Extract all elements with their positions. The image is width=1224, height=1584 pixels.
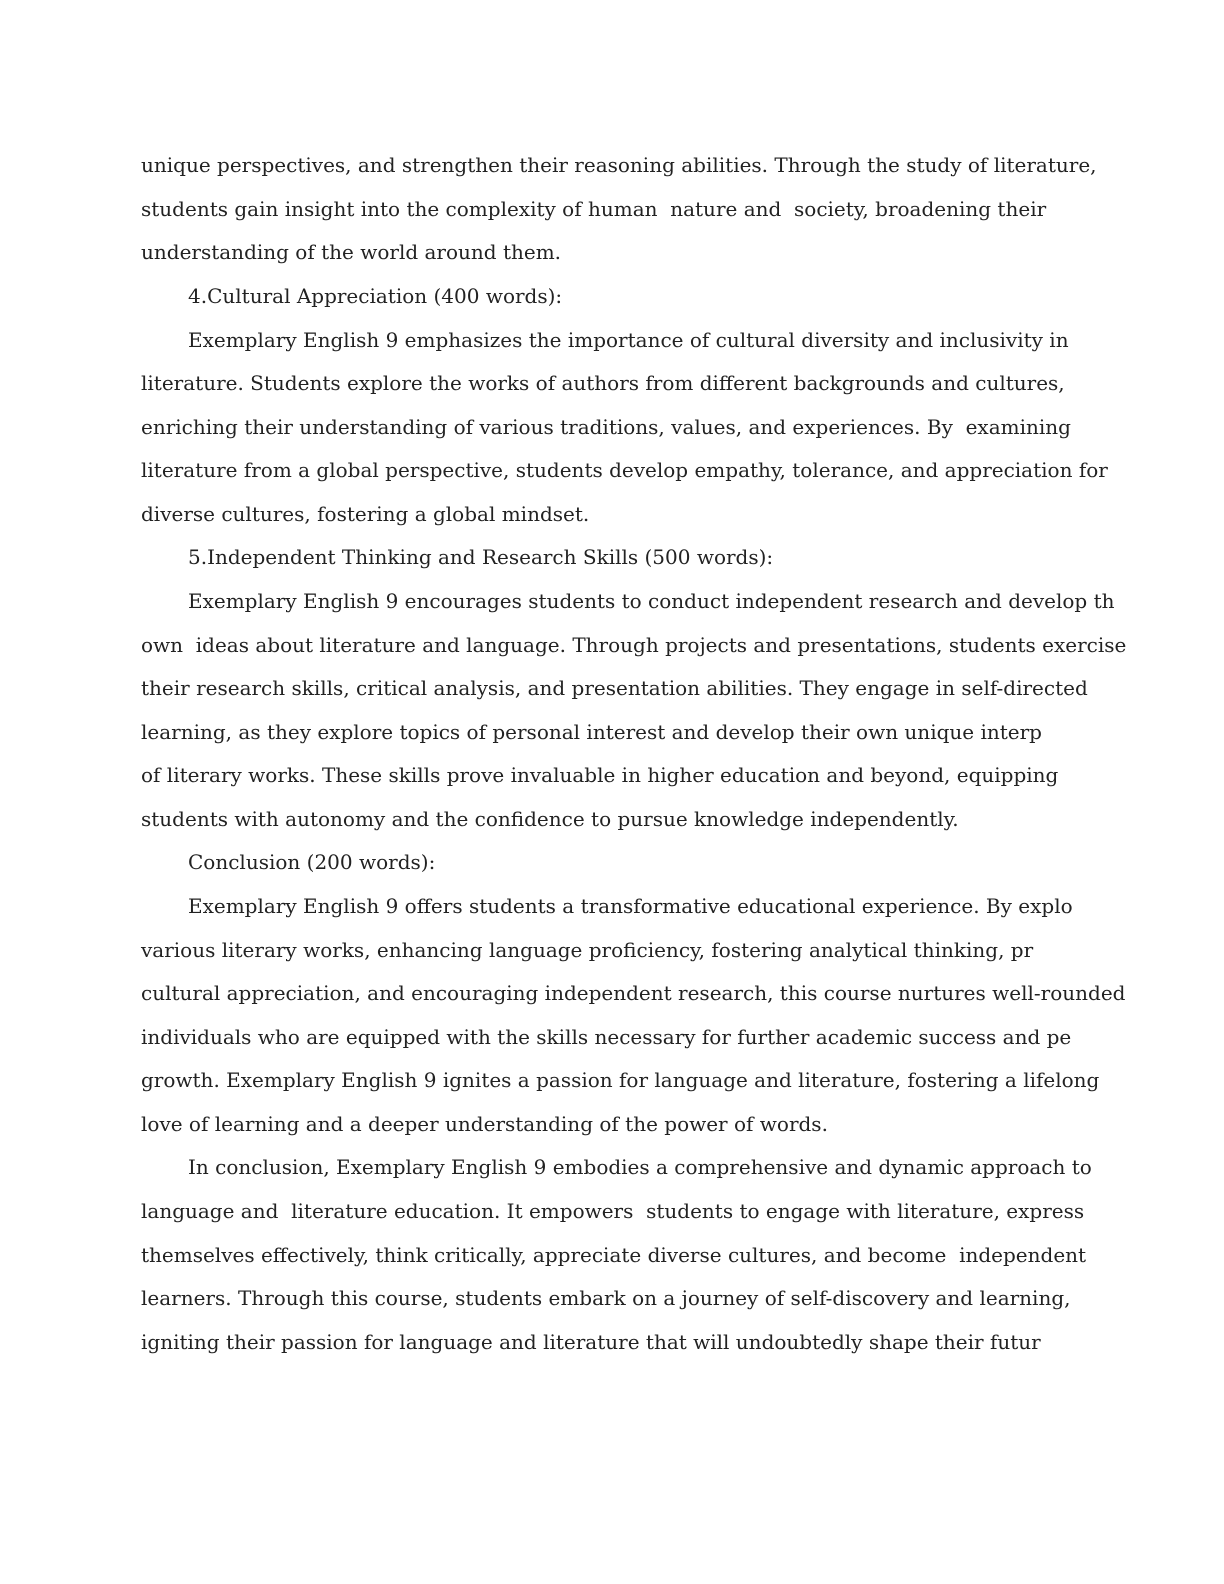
body-text-line: themselves effectively, think critically, appreciate diverse cultures, and become independent (141, 1243, 1087, 1267)
body-text-line: language and literature education. It empowers students to engage with literature, express (141, 1199, 1085, 1223)
body-text-line: cultural appreciation, and encouraging independent research, this course nurtures well-rounded (141, 981, 1126, 1005)
body-text-line: students with autonomy and the confidence to pursue knowledge independently. (141, 807, 959, 831)
body-text-line: various literary works, enhancing language proficiency, fostering analytical thinking, pr (141, 938, 1034, 962)
body-text-line: Exemplary English 9 offers students a transformative educational experience. By explo (188, 894, 1073, 918)
body-text-line: unique perspectives, and strengthen their reasoning abilities. Through the study of literature, (141, 153, 1097, 177)
body-text-line: diverse cultures, fostering a global mindset. (141, 502, 590, 526)
body-text-line: Exemplary English 9 emphasizes the importance of cultural diversity and inclusivity in (188, 328, 1069, 352)
body-text-line: of literary works. These skills prove invaluable in higher education and beyond, equipping (141, 763, 1059, 787)
body-text-line: understanding of the world around them. (141, 240, 562, 264)
body-text-line: learning, as they explore topics of personal interest and develop their own unique interp (141, 720, 1042, 744)
section-heading: 4.Cultural Appreciation (400 words): (188, 284, 563, 308)
body-text-line: love of learning and a deeper understanding of the power of words. (141, 1112, 828, 1136)
section-heading: 5.Independent Thinking and Research Skills (500 words): (188, 545, 774, 569)
body-text-line: Exemplary English 9 encourages students to conduct independent research and develop th (188, 589, 1115, 613)
body-text-line: their research skills, critical analysis, and presentation abilities. They engage in self-directed (141, 676, 1088, 700)
body-text-line: growth. Exemplary English 9 ignites a passion for language and literature, fostering a lifelong (141, 1068, 1100, 1092)
body-text-line: In conclusion, Exemplary English 9 embodies a comprehensive and dynamic approach to (188, 1155, 1092, 1179)
body-text-line: students gain insight into the complexity of human nature and society, broadening their (141, 197, 1047, 221)
body-text-line: literature. Students explore the works of authors from different backgrounds and cultures, (141, 371, 1065, 395)
body-text-line: own ideas about literature and language. Through projects and presentations, students exercise (141, 633, 1127, 657)
body-text-line: learners. Through this course, students embark on a journey of self-discovery and learning, (141, 1286, 1071, 1310)
body-text-line: individuals who are equipped with the skills necessary for further academic success and pe (141, 1025, 1072, 1049)
body-text-line: literature from a global perspective, students develop empathy, tolerance, and appreciation for (141, 458, 1108, 482)
section-heading: Conclusion (200 words): (188, 850, 436, 874)
body-text-line: enriching their understanding of various traditions, values, and experiences. By examining (141, 415, 1071, 439)
body-text-line: igniting their passion for language and literature that will undoubtedly shape their futur (141, 1330, 1041, 1354)
